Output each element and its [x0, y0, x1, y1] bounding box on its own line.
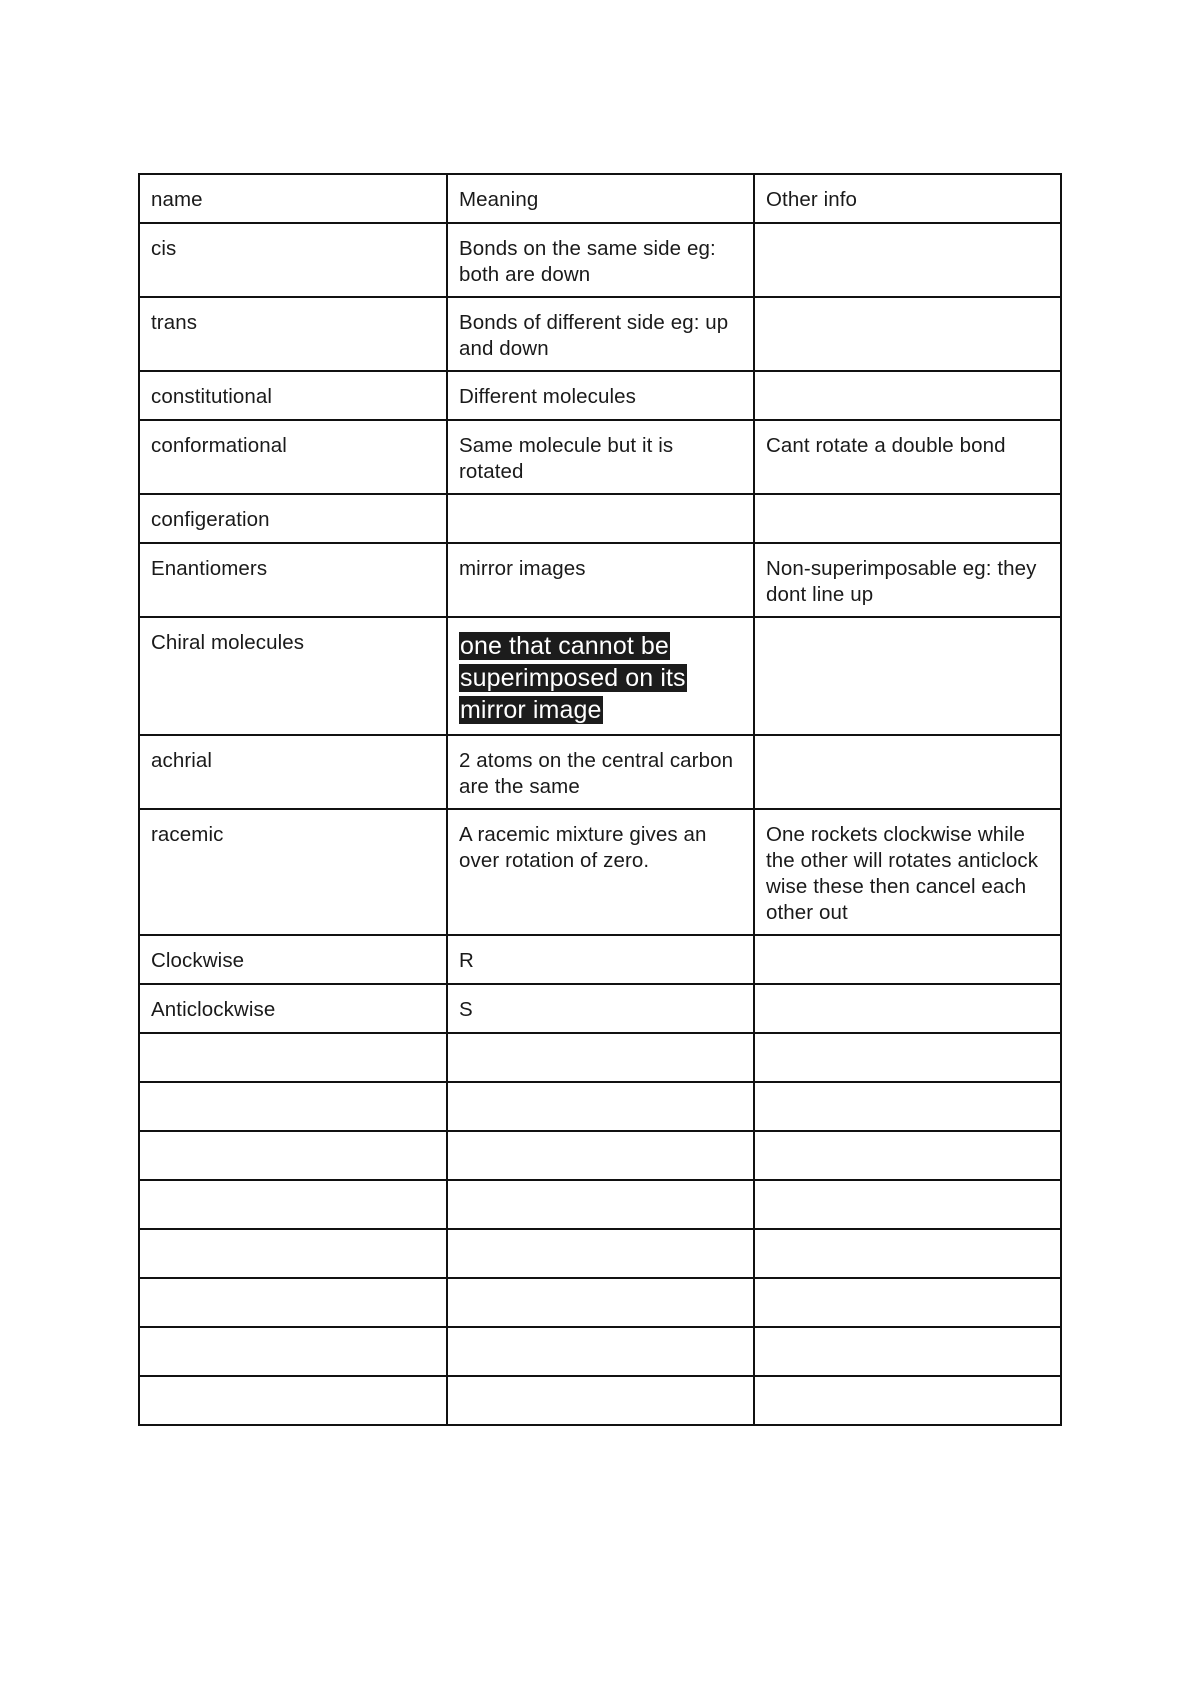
meaning-cell: [447, 735, 754, 809]
table-row: [139, 984, 1061, 1033]
meaning-cell: [447, 223, 754, 297]
other-info-cell: [754, 1180, 1061, 1229]
other-info-cell: [754, 617, 1061, 735]
name-cell: [139, 1082, 447, 1131]
cell-text: Other info: [766, 188, 858, 211]
table-row: [139, 1033, 1061, 1082]
other-info-cell: [754, 1131, 1061, 1180]
header-meaning-cell: [447, 174, 754, 223]
table-row: [139, 494, 1061, 543]
name-cell: [139, 494, 447, 543]
table-row: [139, 297, 1061, 371]
name-cell: [139, 1229, 447, 1278]
other-info-cell: [754, 494, 1061, 543]
name-cell: [139, 984, 447, 1033]
cell-text: configeration: [151, 508, 270, 531]
meaning-cell: [447, 984, 754, 1033]
table-row: [139, 1131, 1061, 1180]
name-cell: [139, 1278, 447, 1327]
table-row: [139, 1278, 1061, 1327]
table-row: [139, 617, 1061, 735]
name-cell: [139, 543, 447, 617]
name-cell: [139, 1327, 447, 1376]
table-row: [139, 543, 1061, 617]
cell-text: Anticlockwise: [151, 998, 276, 1021]
other-info-cell: [754, 297, 1061, 371]
highlighted-text: one that cannot be superimposed on its mirror image: [460, 632, 686, 724]
name-cell: [139, 1033, 447, 1082]
cell-text: Bonds on the same side eg: both are down: [459, 237, 716, 286]
table-row: [139, 420, 1061, 494]
table-row: [139, 223, 1061, 297]
cell-text: A racemic mixture gives an over rotation of zero.: [459, 823, 707, 872]
meaning-cell: [447, 1131, 754, 1180]
other-info-cell: [754, 1278, 1061, 1327]
name-cell: [139, 1376, 447, 1425]
meaning-cell: [447, 809, 754, 935]
table-row: [139, 809, 1061, 935]
other-info-cell: [754, 735, 1061, 809]
meaning-cell: [447, 1082, 754, 1131]
table-row: [139, 935, 1061, 984]
header-other-info-cell: [754, 174, 1061, 223]
other-info-cell: [754, 1229, 1061, 1278]
meaning-cell: [447, 1278, 754, 1327]
cell-text: achrial: [151, 749, 213, 772]
table-row: [139, 1229, 1061, 1278]
cell-text: constitutional: [151, 385, 273, 408]
meaning-cell: [447, 494, 754, 543]
cell-text: Chiral molecules: [151, 631, 305, 654]
cell-text: Enantiomers: [151, 557, 268, 580]
cell-text: Clockwise: [151, 949, 245, 972]
other-info-cell: [754, 543, 1061, 617]
other-info-cell: [754, 1082, 1061, 1131]
cell-text: S: [459, 998, 473, 1021]
name-cell: [139, 420, 447, 494]
table-row: [139, 1376, 1061, 1425]
name-cell: [139, 297, 447, 371]
cell-text: Non-superimposable eg: they dont line up: [766, 557, 1037, 606]
other-info-cell: [754, 420, 1061, 494]
meaning-cell: [447, 1229, 754, 1278]
other-info-cell: [754, 371, 1061, 420]
meaning-cell: [447, 1376, 754, 1425]
cell-text: R: [459, 949, 474, 972]
name-cell: [139, 223, 447, 297]
table-row: [139, 1180, 1061, 1229]
cell-text: One rockets clockwise while the other will rotates anticlock wise these then cancel each other out: [766, 823, 1039, 924]
table-header-row: [139, 174, 1061, 223]
other-info-cell: [754, 223, 1061, 297]
cell-text: mirror images: [459, 557, 586, 580]
name-cell: [139, 1131, 447, 1180]
meaning-cell: [447, 543, 754, 617]
cell-text: conformational: [151, 434, 287, 457]
other-info-cell: [754, 809, 1061, 935]
name-cell: [139, 617, 447, 735]
header-name-cell: [139, 174, 447, 223]
name-cell: [139, 1180, 447, 1229]
meaning-cell: [447, 1033, 754, 1082]
meaning-cell: [447, 617, 754, 735]
cell-text: Meaning: [459, 188, 539, 211]
name-cell: [139, 809, 447, 935]
cell-text: cis: [151, 237, 177, 260]
cell-text: racemic: [151, 823, 224, 846]
cell-text: name: [151, 188, 203, 211]
isomer-terms-table: [138, 173, 1062, 1426]
name-cell: [139, 371, 447, 420]
cell-text: Same molecule but it is rotated: [459, 434, 674, 483]
table-row: [139, 1082, 1061, 1131]
name-cell: [139, 935, 447, 984]
cell-text: 2 atoms on the central carbon are the same: [459, 749, 734, 798]
table-body: [139, 174, 1061, 1425]
other-info-cell: [754, 984, 1061, 1033]
meaning-cell: [447, 1327, 754, 1376]
cell-text: trans: [151, 311, 198, 334]
meaning-cell: [447, 297, 754, 371]
cell-text: Different molecules: [459, 385, 636, 408]
meaning-cell: [447, 420, 754, 494]
meaning-cell: [447, 1180, 754, 1229]
other-info-cell: [754, 1033, 1061, 1082]
other-info-cell: [754, 935, 1061, 984]
table-row: [139, 735, 1061, 809]
table-row: [139, 1327, 1061, 1376]
other-info-cell: [754, 1327, 1061, 1376]
cell-text: Bonds of different side eg: up and down: [459, 311, 729, 360]
meaning-cell: [447, 371, 754, 420]
other-info-cell: [754, 1376, 1061, 1425]
meaning-cell: [447, 935, 754, 984]
table-row: [139, 371, 1061, 420]
cell-text: Cant rotate a double bond: [766, 434, 1006, 457]
name-cell: [139, 735, 447, 809]
